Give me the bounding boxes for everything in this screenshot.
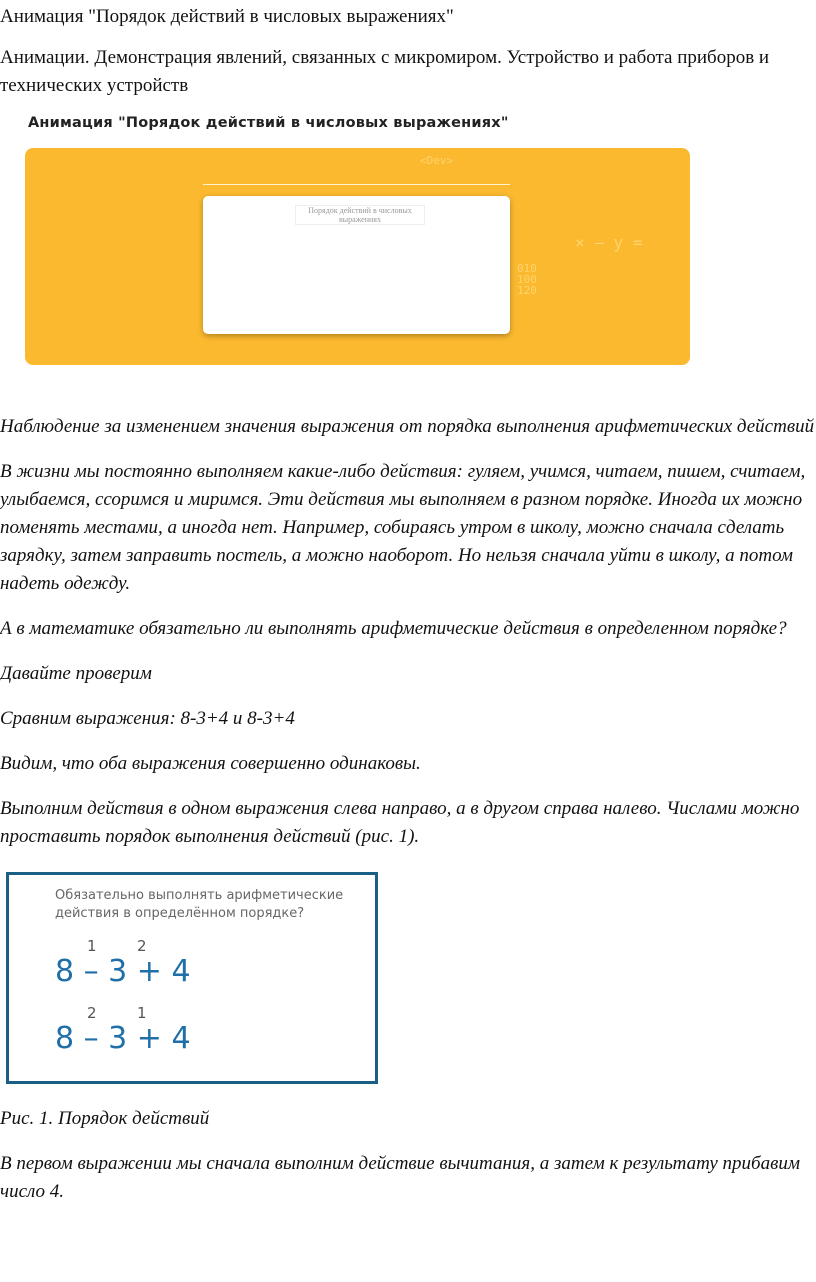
category-text: Анимации. Демонстрация явлений, связанных с микромиром. Устройство и работа приборов и технических устройств [0, 47, 770, 96]
paragraph: Выполним действия в одном выражения слева направо, а в другом справа налево. Числами можно проставить порядок выполнения действий (рис. 1). [0, 798, 800, 847]
paragraph: Сравним выражения: 8-3+4 и 8-3+4 [0, 708, 295, 729]
figure-image [0, 862, 380, 1087]
expression-1: 8 – 3 + 4 [55, 954, 191, 989]
paragraph: Видим, что оба выражения совершенно одинаковы. [0, 753, 421, 774]
expression-2: 8 – 3 + 4 [55, 1021, 191, 1056]
paragraph: А в математике обязательно ли выполнять арифметические действия в определенном порядке? [0, 618, 787, 639]
paragraph: В первом выражении мы сначала выполним действие вычитания, а затем к результату прибавим число 4. [0, 1153, 800, 1202]
paragraph: Давайте проверим [0, 663, 152, 684]
decor-numbers-icon: 010 100 120 [517, 262, 537, 297]
order-number: 1 [87, 937, 97, 955]
figure-frame [6, 872, 378, 1084]
page-title: Анимация "Порядок действий в числовых выражениях" [0, 6, 454, 27]
order-number: 2 [87, 1004, 97, 1022]
animation-card[interactable] [203, 196, 510, 334]
card-label: Порядок действий в числовых выражениях [295, 205, 425, 225]
decor-text-icon: <Dev> [420, 154, 454, 167]
figure-question: Обязательно выполнять арифметические действия в определённом порядке? [55, 888, 344, 921]
divider-line [203, 184, 510, 185]
animation-heading: Анимация "Порядок действий в числовых выражениях" [28, 115, 509, 131]
paragraph: Наблюдение за изменением значения выражения от порядка выполнения арифметических действий [0, 416, 815, 437]
animation-player[interactable] [25, 148, 690, 365]
order-number: 1 [137, 1004, 147, 1022]
decor-formula-icon: × – y = [575, 233, 643, 252]
article-body [0, 413, 816, 1223]
order-number: 2 [137, 937, 147, 955]
figure-caption: Рис. 1. Порядок действий [0, 1108, 210, 1129]
paragraph: В жизни мы постоянно выполняем какие-либо действия: гуляем, учимся, читаем, пишем, считаем, улыбаемся, ссоримся и миримся. Эти действия мы выполняем в разном порядке. Иногда их можно поменять местами, а иногда нет. Например, собираясь утром в школу, можно сначала сделать зарядку, затем заправить постель, а можно наоборот. Но нельзя сначала уйти в школу, а потом надеть одежду. [0, 461, 806, 594]
